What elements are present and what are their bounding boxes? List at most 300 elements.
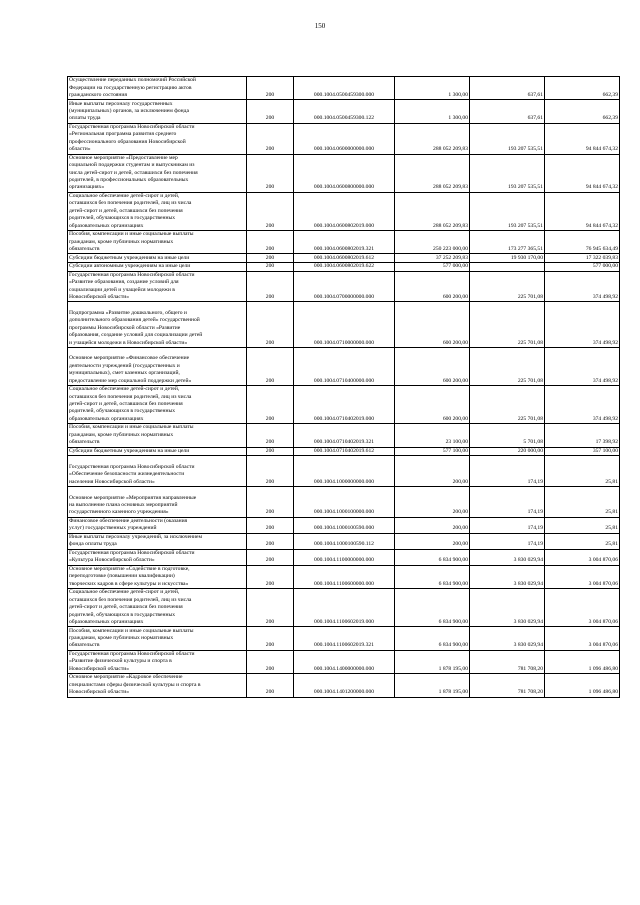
row-kbk-code-text: 000.1004.0600802019.000 xyxy=(313,222,375,229)
row-name-text: Основное мероприятие «Предоставление мер социальной поддержки студентам и выпускникам из числа детей-сирот и детей, оставшихся без попечения родителей, в профессиональных образовательных организациях» xyxy=(69,154,198,191)
row-name xyxy=(68,123,247,154)
row-code xyxy=(247,262,294,271)
table-row xyxy=(68,487,620,518)
row-code-text: 200 xyxy=(265,557,275,564)
row-kbk-code-text: 000.1004.1000000000.000 xyxy=(313,478,375,485)
table-row xyxy=(68,386,620,424)
row-unexecuted-amount xyxy=(545,192,620,230)
row-code-text: 200 xyxy=(265,580,275,587)
row-kbk-code xyxy=(294,517,395,533)
row-code xyxy=(247,100,294,123)
row-name-text: Субсидии бюджетным учреждениям на иные цели xyxy=(69,447,190,454)
row-executed-amount-text: 5 701,08 xyxy=(523,439,543,446)
row-kbk-code xyxy=(294,302,395,348)
row-code-text: 200 xyxy=(265,184,275,191)
row-executed-amount-text: 225 701,08 xyxy=(517,293,543,300)
row-approved-amount xyxy=(395,533,470,549)
row-name xyxy=(68,347,247,385)
row-unexecuted-amount xyxy=(545,254,620,263)
row-unexecuted-amount-text: 3 004 870,06 xyxy=(588,642,618,649)
row-name-text: Социальное обеспечение детей-сирот и детей, оставшихся без попечения родителей, лиц из числа детей-сирот и детей, оставшихся без попечения родителей, обучающихся в государственных образовательных организациях xyxy=(69,192,192,229)
row-code-text: 200 xyxy=(265,525,275,532)
row-unexecuted-amount xyxy=(545,533,620,549)
row-executed-amount-text: 637,61 xyxy=(527,91,543,98)
row-code xyxy=(247,154,294,192)
row-approved-amount xyxy=(395,650,470,673)
row-name xyxy=(68,254,247,263)
row-unexecuted-amount-text: 1 096 486,80 xyxy=(588,665,618,672)
row-code-text: 200 xyxy=(265,377,275,384)
row-unexecuted-amount xyxy=(545,386,620,424)
row-executed-amount xyxy=(470,650,545,673)
row-code xyxy=(247,549,294,565)
row-approved-amount-text: 600 200,00 xyxy=(442,293,468,300)
table-row xyxy=(68,230,620,253)
row-unexecuted-amount-text: 374 498,92 xyxy=(592,377,618,384)
row-name-text: Пособия, компенсации и иные социальные выплаты гражданам, кроме публичных нормативных обязательств xyxy=(69,231,194,252)
row-approved-amount xyxy=(395,487,470,518)
row-code xyxy=(247,347,294,385)
row-name xyxy=(68,230,247,253)
row-name xyxy=(68,589,247,627)
row-name xyxy=(68,533,247,549)
row-approved-amount-text: 200,00 xyxy=(452,478,468,485)
row-approved-amount-text: 1 300,00 xyxy=(448,91,468,98)
row-approved-amount-text: 1 300,00 xyxy=(448,115,468,122)
row-unexecuted-amount xyxy=(545,650,620,673)
row-executed-amount-text: 3 830 029,94 xyxy=(513,580,543,587)
row-code xyxy=(247,424,294,447)
row-unexecuted-amount xyxy=(545,123,620,154)
row-name xyxy=(68,650,247,673)
row-approved-amount xyxy=(395,100,470,123)
row-code-text: 200 xyxy=(265,478,275,485)
row-unexecuted-amount-text: 662,39 xyxy=(602,91,618,98)
row-name-text: Социальное обеспечение детей-сирот и детей, оставшихся без попечения родителей, лиц из числа детей-сирот и детей, оставшихся без попечения родителей, обучающихся в государственных образовательных организациях xyxy=(69,589,192,626)
row-kbk-code xyxy=(294,424,395,447)
row-name-text: Финансовое обеспечение деятельности (оказания услуг) государственных учреждений xyxy=(69,518,188,532)
row-code-text: 200 xyxy=(265,665,275,672)
row-kbk-code-text: 000.1004.1401200000.000 xyxy=(313,689,375,696)
row-code xyxy=(247,565,294,588)
row-unexecuted-amount-text: 25,81 xyxy=(605,525,618,532)
table-row xyxy=(68,447,620,456)
row-name-text: Пособия, компенсации и иные социальные выплаты гражданам, кроме публичных нормативных обязательств xyxy=(69,424,194,446)
table-row xyxy=(68,302,620,348)
row-executed-amount xyxy=(470,533,545,549)
row-approved-amount-text: 23 100,00 xyxy=(445,439,468,446)
row-unexecuted-amount xyxy=(545,549,620,565)
table-row xyxy=(68,589,620,627)
row-executed-amount xyxy=(470,77,545,100)
row-name xyxy=(68,100,247,123)
row-executed-amount xyxy=(470,674,545,697)
row-kbk-code xyxy=(294,347,395,385)
row-executed-amount xyxy=(470,456,545,487)
row-approved-amount xyxy=(395,386,470,424)
row-name-text: Государственная программа Новосибирской области «Региональная программа развития среднего профессионального образования Новосибирской области» xyxy=(69,123,195,153)
table-row xyxy=(68,456,620,487)
row-kbk-code xyxy=(294,154,395,192)
row-unexecuted-amount-text: 3 004 870,06 xyxy=(588,557,618,564)
row-code xyxy=(247,456,294,487)
row-kbk-code-text: 000.1004.1100600000.000 xyxy=(314,580,374,587)
row-name xyxy=(68,262,247,271)
table-row xyxy=(68,565,620,588)
row-name xyxy=(68,674,247,697)
row-unexecuted-amount-text: 1 096 486,80 xyxy=(588,689,618,696)
row-name xyxy=(68,447,247,456)
row-unexecuted-amount xyxy=(545,589,620,627)
table-row xyxy=(68,549,620,565)
row-code-text: 200 xyxy=(265,689,275,696)
row-kbk-code-text: 000.1004.1100000000.000 xyxy=(314,557,374,564)
row-unexecuted-amount xyxy=(545,447,620,456)
row-unexecuted-amount-text: 94 844 674,32 xyxy=(585,222,618,229)
table-row xyxy=(68,517,620,533)
row-approved-amount xyxy=(395,627,470,650)
table-row xyxy=(68,650,620,673)
row-kbk-code-text: 000.1004.0600802019.622 xyxy=(313,263,375,270)
row-executed-amount-text: 225 701,08 xyxy=(517,377,543,384)
row-kbk-code-text: 000.1004.0600802019.612 xyxy=(313,254,375,261)
table-row xyxy=(68,154,620,192)
table-row xyxy=(68,100,620,123)
row-name-text: Осуществление переданных полномочий Российской Федерации на государственную регистрацию актов гражданского состояния xyxy=(69,77,196,98)
row-code xyxy=(247,589,294,627)
row-kbk-code-text: 000.1004.0710402019.000 xyxy=(313,415,375,422)
row-executed-amount xyxy=(470,447,545,456)
row-executed-amount-text: 19 930 170,00 xyxy=(510,254,543,261)
row-executed-amount xyxy=(470,549,545,565)
row-executed-amount-text: 193 207 535,51 xyxy=(508,184,543,191)
row-executed-amount-text: 781 708,20 xyxy=(517,665,543,672)
row-kbk-code xyxy=(294,386,395,424)
row-code xyxy=(247,674,294,697)
row-kbk-code xyxy=(294,650,395,673)
row-name xyxy=(68,487,247,518)
row-approved-amount xyxy=(395,549,470,565)
row-name xyxy=(68,627,247,650)
row-kbk-code xyxy=(294,262,395,271)
row-executed-amount xyxy=(470,347,545,385)
row-approved-amount xyxy=(395,589,470,627)
row-kbk-code xyxy=(294,77,395,100)
row-executed-amount xyxy=(470,424,545,447)
row-executed-amount-text: 3 830 029,94 xyxy=(513,557,543,564)
row-kbk-code xyxy=(294,487,395,518)
row-approved-amount-text: 37 252 209,83 xyxy=(435,254,468,261)
row-code-text: 200 xyxy=(265,245,275,252)
row-code xyxy=(247,302,294,348)
row-name-text: Субсидии бюджетным учреждениям на иные цели xyxy=(69,254,190,261)
row-kbk-code-text: 000.1004.1100602019.000 xyxy=(314,619,374,626)
table-body xyxy=(68,77,620,698)
row-approved-amount-text: 6 834 900,00 xyxy=(438,642,468,649)
row-kbk-code xyxy=(294,456,395,487)
row-approved-amount-text: 577 000,00 xyxy=(442,263,468,270)
row-executed-amount xyxy=(470,230,545,253)
row-code-text: 200 xyxy=(265,263,275,270)
row-unexecuted-amount xyxy=(545,302,620,348)
row-approved-amount-text: 6 834 900,00 xyxy=(438,619,468,626)
row-executed-amount-text: 173 277 365,51 xyxy=(508,245,543,252)
row-approved-amount-text: 200,00 xyxy=(452,541,468,548)
row-approved-amount xyxy=(395,674,470,697)
row-kbk-code-text: 000.1004.1000100590.112 xyxy=(314,541,374,548)
row-approved-amount xyxy=(395,447,470,456)
row-name xyxy=(68,192,247,230)
row-kbk-code xyxy=(294,533,395,549)
row-executed-amount-text: 3 830 029,94 xyxy=(513,619,543,626)
budget-execution-table xyxy=(67,76,620,698)
row-kbk-code-text: 000.1004.0710402019.612 xyxy=(313,447,375,454)
row-executed-amount xyxy=(470,271,545,302)
row-code xyxy=(247,230,294,253)
row-kbk-code-text: 000.1004.0500459300.122 xyxy=(313,115,375,122)
row-name xyxy=(68,77,247,100)
row-executed-amount-text: 174,19 xyxy=(527,541,543,548)
row-code xyxy=(247,386,294,424)
row-name-text: Основное мероприятие «Кадровое обеспечение специалистами сферы физической культуры и спорта в Новосибирской области» xyxy=(69,674,201,696)
row-executed-amount xyxy=(470,192,545,230)
row-unexecuted-amount-text: 17 398,92 xyxy=(595,439,618,446)
row-code xyxy=(247,123,294,154)
row-kbk-code-text: 000.1004.0700000000.000 xyxy=(313,293,375,300)
table-row xyxy=(68,254,620,263)
row-approved-amount xyxy=(395,230,470,253)
row-approved-amount-text: 600 200,00 xyxy=(442,415,468,422)
row-name-text: Подпрограмма «Развитие дошкольного, общего и дополнительного образования детей» государственной программы Новосибирской области «Развитие образования, создание условий для социализации детей и учащейся молодежи в Новосибирской области» xyxy=(69,309,203,346)
row-code-text: 200 xyxy=(265,447,275,454)
row-approved-amount-text: 6 834 900,00 xyxy=(438,557,468,564)
row-approved-amount xyxy=(395,456,470,487)
row-executed-amount xyxy=(470,386,545,424)
table-row xyxy=(68,627,620,650)
row-executed-amount-text: 193 207 535,51 xyxy=(508,222,543,229)
row-approved-amount xyxy=(395,154,470,192)
row-unexecuted-amount xyxy=(545,262,620,271)
row-executed-amount-text: 174,19 xyxy=(527,525,543,532)
row-name xyxy=(68,154,247,192)
row-unexecuted-amount-text: 94 844 674,32 xyxy=(585,146,618,153)
row-unexecuted-amount xyxy=(545,456,620,487)
row-executed-amount xyxy=(470,627,545,650)
row-approved-amount xyxy=(395,271,470,302)
row-name-text: Основное мероприятие «Финансовое обеспечение деятельности учреждений (государственных и муниципальных), смет казенных организаций, предоставление мер социальной поддержки детей» xyxy=(69,355,192,384)
row-kbk-code-text: 000.1004.0710400000.000 xyxy=(313,377,375,384)
row-code xyxy=(247,447,294,456)
row-code-text: 200 xyxy=(265,146,275,153)
row-kbk-code-text: 000.1004.1000100000.000 xyxy=(313,509,375,516)
row-approved-amount xyxy=(395,347,470,385)
row-unexecuted-amount-text: 25,81 xyxy=(605,541,618,548)
row-code-text: 200 xyxy=(265,619,275,626)
row-name xyxy=(68,271,247,302)
row-approved-amount-text: 200,00 xyxy=(452,509,468,516)
row-executed-amount xyxy=(470,100,545,123)
row-code xyxy=(247,533,294,549)
row-unexecuted-amount xyxy=(545,77,620,100)
row-unexecuted-amount-text: 17 322 039,83 xyxy=(585,254,618,261)
row-kbk-code xyxy=(294,627,395,650)
row-executed-amount xyxy=(470,565,545,588)
row-approved-amount xyxy=(395,424,470,447)
row-executed-amount-text: 3 830 029,94 xyxy=(513,642,543,649)
row-unexecuted-amount xyxy=(545,424,620,447)
row-name xyxy=(68,302,247,348)
row-code xyxy=(247,650,294,673)
row-approved-amount xyxy=(395,123,470,154)
table-row xyxy=(68,123,620,154)
row-code-text: 200 xyxy=(265,339,275,346)
row-kbk-code-text: 000.1004.1000100590.000 xyxy=(313,525,375,532)
row-approved-amount xyxy=(395,517,470,533)
row-kbk-code xyxy=(294,230,395,253)
row-name-text: Государственная программа Новосибирской области «Обеспечение безопасности жизнедеятельности населения Новосибирской области» xyxy=(69,463,195,485)
table-row xyxy=(68,192,620,230)
table-row xyxy=(68,77,620,100)
row-code-text: 200 xyxy=(265,293,275,300)
row-unexecuted-amount xyxy=(545,565,620,588)
row-code-text: 200 xyxy=(265,115,275,122)
row-approved-amount-text: 250 223 000,00 xyxy=(433,245,468,252)
table-row xyxy=(68,347,620,385)
row-name-text: Иные выплаты персоналу учреждений, за исключением фонда оплаты труда xyxy=(69,534,203,548)
row-executed-amount xyxy=(470,154,545,192)
row-executed-amount-text: 225 701,08 xyxy=(517,339,543,346)
row-name-text: Социальное обеспечение детей-сирот и детей, оставшихся без попечения родителей, лиц из числа детей-сирот и детей, оставшихся без попечения родителей, обучающихся в государственных образовательных организациях xyxy=(69,386,192,422)
row-kbk-code xyxy=(294,123,395,154)
row-kbk-code-text: 000.1004.0710000000.000 xyxy=(313,339,375,346)
row-executed-amount-text: 781 708,20 xyxy=(517,689,543,696)
row-kbk-code xyxy=(294,447,395,456)
row-executed-amount xyxy=(470,123,545,154)
row-kbk-code xyxy=(294,549,395,565)
row-executed-amount xyxy=(470,589,545,627)
row-approved-amount-text: 288 052 209,83 xyxy=(433,184,468,191)
row-name xyxy=(68,424,247,447)
row-unexecuted-amount-text: 374 498,92 xyxy=(592,293,618,300)
row-unexecuted-amount-text: 94 844 674,32 xyxy=(585,184,618,191)
row-approved-amount xyxy=(395,565,470,588)
row-unexecuted-amount-text: 25,81 xyxy=(605,509,618,516)
row-name xyxy=(68,517,247,533)
row-approved-amount-text: 1 878 195,00 xyxy=(438,689,468,696)
row-unexecuted-amount-text: 662,39 xyxy=(602,115,618,122)
row-executed-amount-text: 174,19 xyxy=(527,478,543,485)
row-unexecuted-amount-text: 3 004 870,06 xyxy=(588,619,618,626)
row-kbk-code-text: 000.1004.0600800000.000 xyxy=(313,184,375,191)
row-unexecuted-amount xyxy=(545,487,620,518)
row-unexecuted-amount xyxy=(545,517,620,533)
row-name-text: Основное мероприятие «Мероприятия направленные на выполнение плана основных мероприятий государственного казенного учреждения» xyxy=(69,494,197,516)
row-name xyxy=(68,565,247,588)
row-unexecuted-amount xyxy=(545,627,620,650)
row-approved-amount xyxy=(395,192,470,230)
row-executed-amount xyxy=(470,262,545,271)
row-code-text: 200 xyxy=(265,254,275,261)
table-row xyxy=(68,674,620,697)
row-code-text: 200 xyxy=(265,509,275,516)
row-kbk-code xyxy=(294,254,395,263)
row-executed-amount-text: 220 000,00 xyxy=(517,447,543,454)
row-code-text: 200 xyxy=(265,642,275,649)
row-code xyxy=(247,487,294,518)
row-kbk-code xyxy=(294,565,395,588)
row-name-text: Государственная программа Новосибирской области «Культура Новосибирской области» xyxy=(69,550,195,564)
row-approved-amount-text: 6 834 900,00 xyxy=(438,580,468,587)
table-row xyxy=(68,424,620,447)
row-unexecuted-amount xyxy=(545,347,620,385)
row-name xyxy=(68,386,247,424)
row-executed-amount xyxy=(470,302,545,348)
row-approved-amount-text: 200,00 xyxy=(452,525,468,532)
row-kbk-code xyxy=(294,674,395,697)
row-executed-amount-text: 225 701,08 xyxy=(517,415,543,422)
row-name-text: Основное мероприятие «Содействие в подготовке, переподготовке (повышении квалификации) творческих кадров в сфере культуры и искусства» xyxy=(69,566,190,587)
row-kbk-code-text: 000.1004.0600000000.000 xyxy=(313,146,375,153)
row-approved-amount-text: 577 100,00 xyxy=(442,447,468,454)
row-unexecuted-amount-text: 3 004 870,06 xyxy=(588,580,618,587)
table-row xyxy=(68,262,620,271)
row-code-text: 200 xyxy=(265,415,275,422)
row-unexecuted-amount-text: 25,81 xyxy=(605,478,618,485)
row-kbk-code xyxy=(294,192,395,230)
row-unexecuted-amount xyxy=(545,674,620,697)
table-row xyxy=(68,271,620,302)
row-code xyxy=(247,77,294,100)
row-code xyxy=(247,254,294,263)
row-unexecuted-amount-text: 357 100,00 xyxy=(592,447,618,454)
row-unexecuted-amount xyxy=(545,100,620,123)
row-kbk-code-text: 000.1004.0500459300.000 xyxy=(313,91,375,98)
row-code xyxy=(247,192,294,230)
row-code xyxy=(247,271,294,302)
row-kbk-code xyxy=(294,100,395,123)
page-number: 150 xyxy=(314,22,326,30)
row-unexecuted-amount xyxy=(545,271,620,302)
row-approved-amount-text: 288 052 209,83 xyxy=(433,146,468,153)
row-kbk-code xyxy=(294,589,395,627)
row-code-text: 200 xyxy=(265,91,275,98)
row-name-text: Иные выплаты персоналу государственных (муниципальных) органов, за исключением фонда оплаты труда xyxy=(69,100,189,122)
row-code xyxy=(247,517,294,533)
row-approved-amount-text: 600 200,00 xyxy=(442,377,468,384)
row-name-text: Пособия, компенсации и иные социальные выплаты гражданам, кроме публичных нормативных обязательств xyxy=(69,627,194,649)
table-row xyxy=(68,533,620,549)
row-code-text: 200 xyxy=(265,222,275,229)
row-name xyxy=(68,549,247,565)
row-approved-amount xyxy=(395,77,470,100)
row-unexecuted-amount-text: 374 498,92 xyxy=(592,415,618,422)
row-approved-amount xyxy=(395,302,470,348)
row-executed-amount-text: 637,61 xyxy=(527,115,543,122)
row-name-text: Государственная программа Новосибирской области «Развитие образования, создание условий для социализации детей и учащейся молодежи в Новосибирской области» xyxy=(69,271,195,300)
row-kbk-code-text: 000.1004.1400000000.000 xyxy=(313,665,375,672)
row-approved-amount xyxy=(395,254,470,263)
row-approved-amount-text: 600 200,00 xyxy=(442,339,468,346)
row-code xyxy=(247,627,294,650)
row-kbk-code-text: 000.1004.0600802019.321 xyxy=(313,245,375,252)
row-unexecuted-amount-text: 577 000,00 xyxy=(592,263,618,270)
row-executed-amount xyxy=(470,487,545,518)
row-approved-amount-text: 1 878 195,00 xyxy=(438,665,468,672)
row-code-text: 200 xyxy=(265,439,275,446)
row-unexecuted-amount xyxy=(545,230,620,253)
row-executed-amount xyxy=(470,517,545,533)
row-name-text: Субсидии автономным учреждениям на иные цели xyxy=(69,263,191,270)
